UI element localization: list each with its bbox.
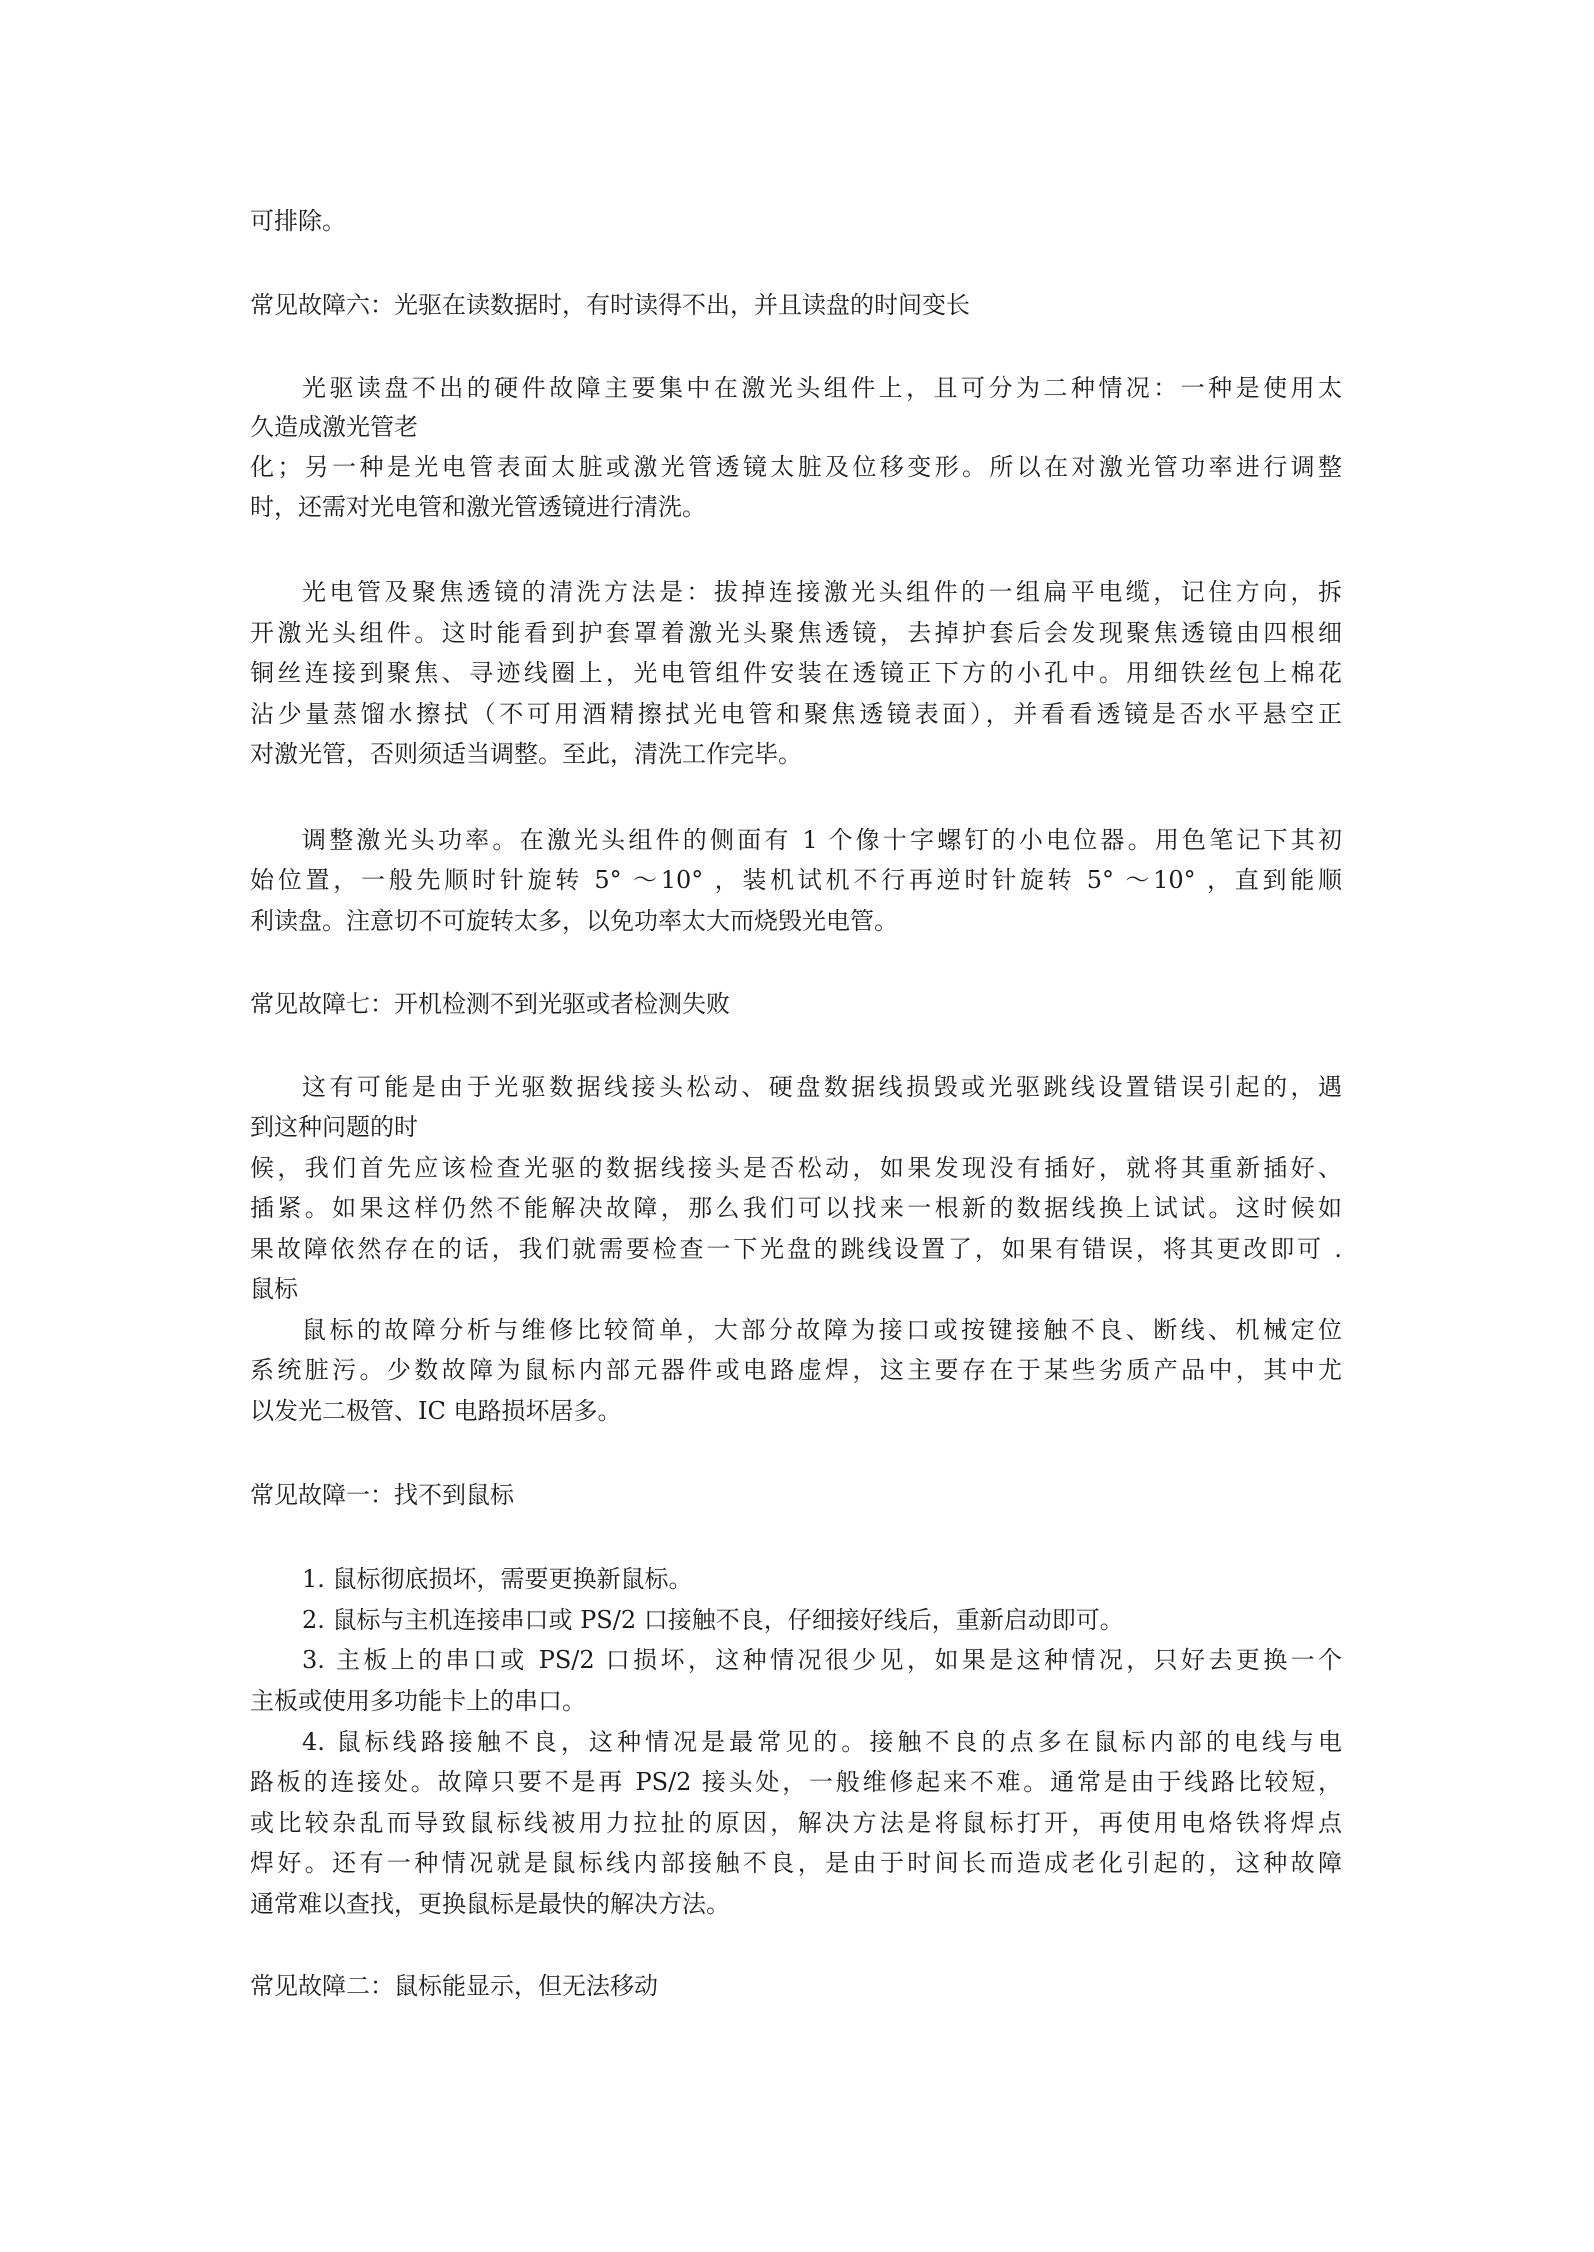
text-line: 插紧。如果这样仍然不能解决故障，那么我们可以找来一根新的数据线换上试试。这时候如 [250, 1194, 1342, 1222]
text-line: 或比较杂乱而导致鼠标线被用力拉扯的原因，解决方法是将鼠标打开，再使用电烙铁将焊点 [250, 1809, 1342, 1837]
text-line: 这有可能是由于光驱数据线接头松动、硬盘数据线损毁或光驱跳线设置错误引起的，遇 [302, 1073, 1342, 1101]
text-line: 时，还需对光电管和激光管透镜进行清洗。 [250, 493, 706, 521]
text-line: 铜丝连接到聚焦、寻迹线圈上，光电管组件安装在透镜正下方的小孔中。用细铁丝包上棉花 [250, 659, 1342, 687]
text-line: 沾少量蒸馏水擦拭（不可用酒精擦拭光电管和聚焦透镜表面），并看看透镜是否水平悬空正 [250, 700, 1342, 728]
list-item: 1. 鼠标彻底损坏，需要更换新鼠标。 [302, 1565, 693, 1593]
section-heading: 常见故障一：找不到鼠标 [250, 1481, 514, 1509]
text-line: 路板的连接处。故障只要不是再 PS/2 接头处，一般维修起来不难。通常是由于线路比较短， [250, 1768, 1342, 1796]
text-line: 通常难以查找，更换鼠标是最快的解决方法。 [250, 1890, 730, 1918]
text-line: 光驱读盘不出的硬件故障主要集中在激光头组件上，且可分为二种情况：一种是使用太 [302, 374, 1342, 402]
text-line: 利读盘。注意切不可旋转太多，以免功率太大而烧毁光电管。 [250, 907, 898, 935]
list-item: 3. 主板上的串口或 PS/2 口损坏，这种情况很少见，如果是这种情况，只好去更换一个 [302, 1646, 1342, 1674]
section-heading: 常见故障二：鼠标能显示，但无法移动 [250, 1972, 658, 2000]
text-line: 果故障依然存在的话，我们就需要检查一下光盘的跳线设置了，如果有错误，将其更改即可 . [250, 1235, 1342, 1263]
text-line: 光电管及聚焦透镜的清洗方法是：拔掉连接激光头组件的一组扁平电缆，记住方向，拆 [302, 578, 1342, 606]
text-line: 开激光头组件。这时能看到护套罩着激光头聚焦透镜，去掉护套后会发现聚焦透镜由四根细 [250, 619, 1342, 647]
text-line: 化；另一种是光电管表面太脏或激光管透镜太脏及位移变形。所以在对激光管功率进行调整 [250, 453, 1342, 481]
text-line: 久造成激光管老 [250, 413, 418, 441]
section-heading: 鼠标 [250, 1275, 298, 1303]
section-heading: 常见故障六：光驱在读数据时，有时读得不出，并且读盘的时间变长 [250, 291, 970, 319]
text-line: 以发光二极管、IC 电路损坏居多。 [250, 1397, 622, 1425]
text-line: 主板或使用多功能卡上的串口。 [250, 1687, 586, 1715]
text-line: 调整激光头功率。在激光头组件的侧面有 1 个像十字螺钉的小电位器。用色笔记下其初 [302, 826, 1342, 854]
text-line: 鼠标的故障分析与维修比较简单，大部分故障为接口或按键接触不良、断线、机械定位 [302, 1316, 1342, 1344]
text-line: 焊好。还有一种情况就是鼠标线内部接触不良，是由于时间长而造成老化引起的，这种故障 [250, 1849, 1342, 1877]
text-line: 可排除。 [250, 207, 346, 235]
text-line: 到这种问题的时 [250, 1113, 418, 1141]
text-line: 候，我们首先应该检查光驱的数据线接头是否松动，如果发现没有插好，就将其重新插好、 [250, 1154, 1342, 1182]
list-item: 2. 鼠标与主机连接串口或 PS/2 口接触不良，仔细接好线后，重新启动即可。 [302, 1606, 1124, 1634]
section-heading: 常见故障七：开机检测不到光驱或者检测失败 [250, 990, 730, 1018]
text-line: 对激光管，否则须适当调整。至此，清洗工作完毕。 [250, 740, 802, 768]
text-line: 系统脏污。少数故障为鼠标内部元器件或电路虚焊，这主要存在于某些劣质产品中，其中尤 [250, 1356, 1342, 1384]
list-item: 4. 鼠标线路接触不良，这种情况是最常见的。接触不良的点多在鼠标内部的电线与电 [302, 1728, 1342, 1756]
text-line: 始位置，一般先顺时针旋转 5° ～10° ，装机试机不行再逆时针旋转 5° ～10° ，直到能顺 [250, 866, 1342, 894]
